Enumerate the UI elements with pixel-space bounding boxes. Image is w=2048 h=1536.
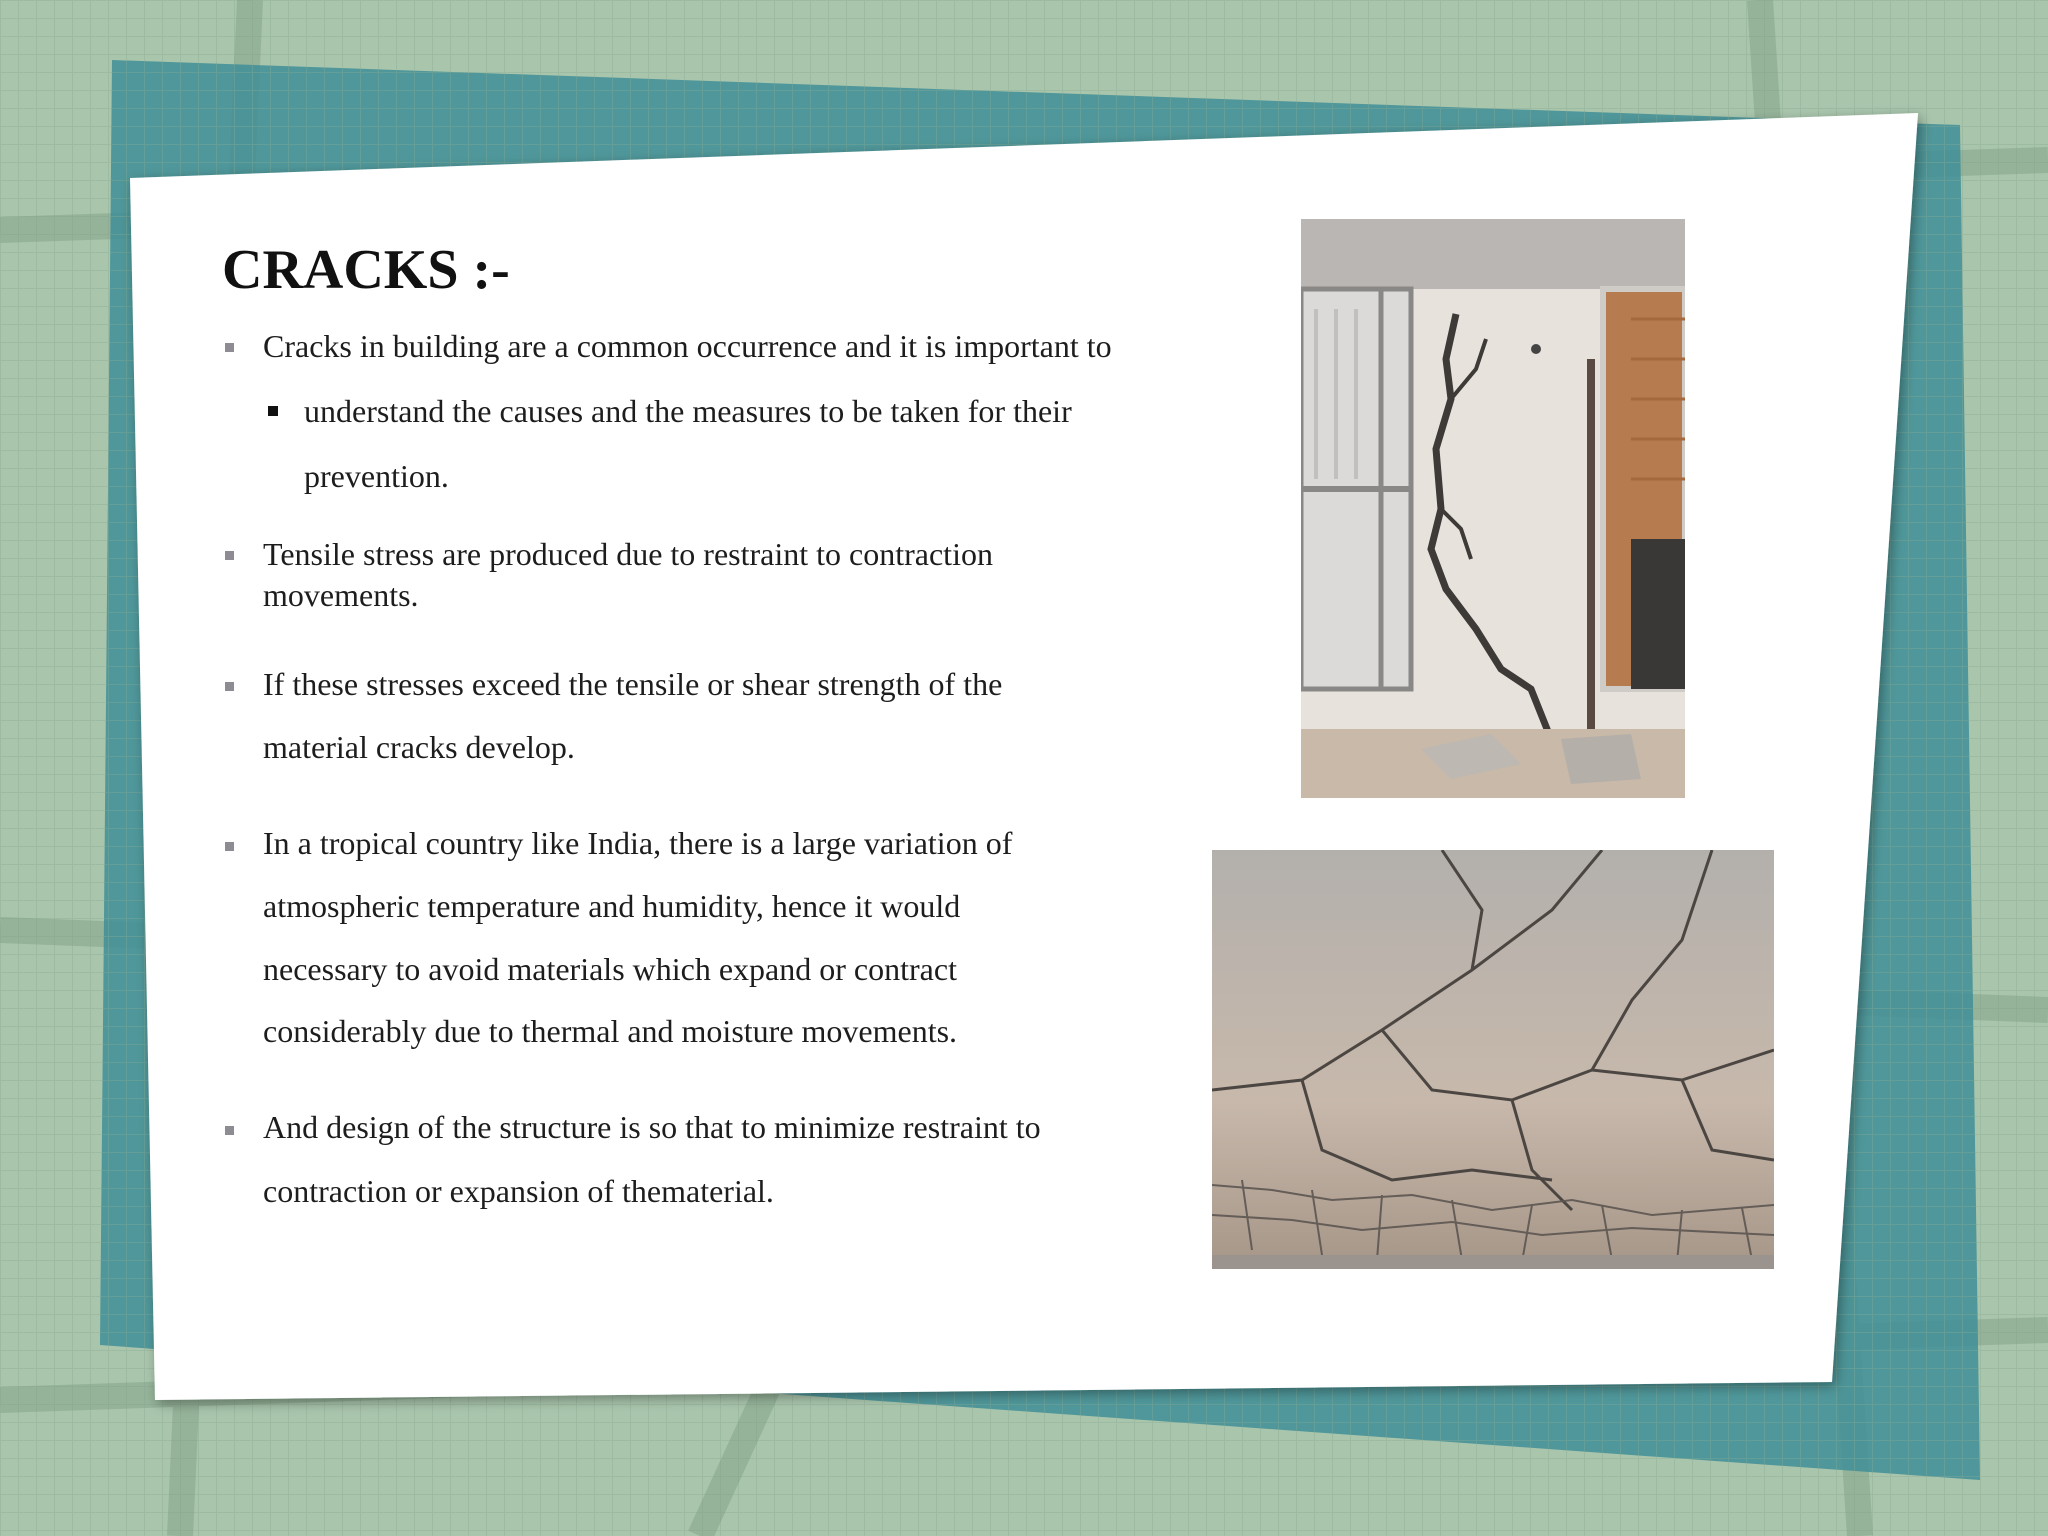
bullet-marker bbox=[225, 343, 234, 352]
bullet-5-line-2: contraction or expansion of thematerial. bbox=[263, 1173, 774, 1209]
bullet-4-line-1: In a tropical country like India, there is a large variation of bbox=[263, 825, 1013, 861]
bullet-marker bbox=[225, 551, 234, 560]
bullet-4-line-3: necessary to avoid materials which expand or contract bbox=[263, 951, 957, 987]
bullet-3-line-1: If these stresses exceed the tensile or shear strength of the bbox=[263, 666, 1003, 702]
bullet-3-line-2: material cracks develop. bbox=[263, 729, 575, 765]
bullet-1-sub-line-1: understand the causes and the measures to be taken for their bbox=[304, 393, 1072, 429]
bullet-2-line-1: Tensile stress are produced due to restraint to contraction bbox=[263, 536, 993, 572]
cracked-wall-photo bbox=[1301, 219, 1685, 798]
bullet-1-line-1: Cracks in building are a common occurrence and it is important to bbox=[263, 328, 1112, 364]
bullet-2-line-2: movements. bbox=[263, 577, 419, 613]
bullet-5-line-1: And design of the structure is so that to minimize restraint to bbox=[263, 1109, 1041, 1145]
bullet-marker bbox=[225, 682, 234, 691]
bullet-1-sub-line-2: prevention. bbox=[304, 458, 449, 494]
bullet-marker bbox=[225, 1126, 234, 1135]
bullet-marker bbox=[225, 842, 234, 851]
sub-bullet-marker bbox=[268, 406, 278, 416]
slide-title: CRACKS :- bbox=[222, 239, 510, 301]
cracked-concrete-photo bbox=[1212, 850, 1774, 1269]
bullet-4-line-2: atmospheric temperature and humidity, hence it would bbox=[263, 888, 961, 924]
bullet-4-line-4: considerably due to thermal and moisture movements. bbox=[263, 1013, 958, 1049]
